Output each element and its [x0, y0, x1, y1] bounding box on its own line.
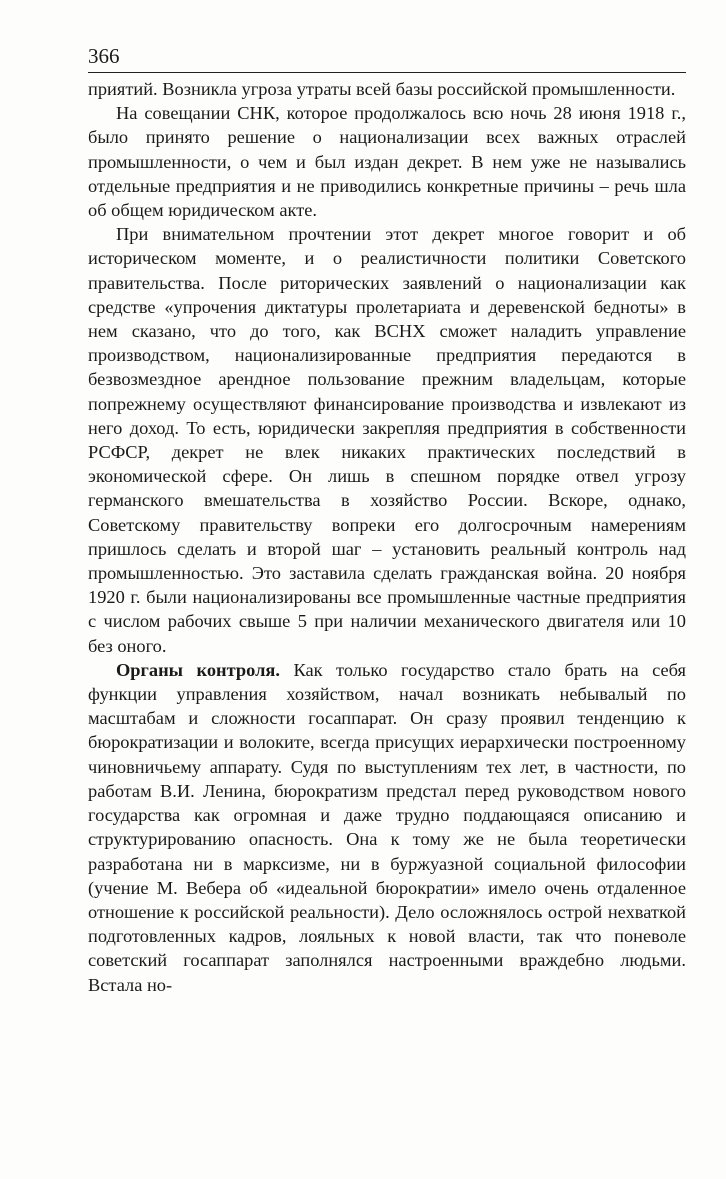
paragraph-continuation: [88, 77, 686, 101]
paragraph-text: При внимательном прочтении этот декрет многое говорит и об историческом моменте, и о реалистичности политики Советского правительства. После риторических заявлений о национализации как средстве «упрочения диктатуры пролетариата и деревенской бедноты» в нем сказано, что до того, как ВСНХ сможет наладить управление производством, национализированные предприятия передаются в безвозмездное арендное пользование прежним владельцам, которые попрежнему осуществляют финансирование производства и извлекают из него доход. То есть, юридически закрепляя предприятия в собственности РСФСР, декрет не влек никаких практических последствий в экономической сфере. Он лишь в спешном порядке отвел угрозу германского вмешательства в хозяйство России. Вскоре, однако, Советскому правительству вопреки его долгосрочным намерениям пришлось сделать и второй шаг – установить реальный контроль над промышленностью. Это заставила сделать гражданская война. 20 ноября 1920 г. были национализированы все промышленные частные предприятия с числом рабочих свыше 5 при наличии механического двигателя или 10 без оного.: [88, 224, 686, 656]
book-page: [88, 44, 686, 997]
paragraph-text: приятий. Возникла угроза утраты всей базы российской промышленности.: [88, 79, 676, 99]
paragraph-control-bodies: [88, 658, 686, 997]
paragraph-text: На совещании СНК, которое продолжалось всю ночь 28 июня 1918 г., было принято решение о национализации всех важных отраслей промышленности, о чем и был издан декрет. В нем уже не назывались отдельные предприятия и не приводились конкретные причины – речь шла об общем юридическом акте.: [88, 103, 686, 221]
page-number: 366: [88, 44, 686, 73]
body-text: [88, 77, 686, 997]
paragraph-snk-meeting: [88, 101, 686, 222]
section-run-in-heading: Органы контроля.: [116, 659, 280, 680]
paragraph-decree-analysis: [88, 222, 686, 658]
paragraph-text: Как только государство стало брать на себя функции управления хозяйством, начал возникать небывалый по масштабам и сложности госаппарат. Он сразу проявил тенденцию к бюрократизации и волоките, всегда присущих иерархически построенному чиновничьему аппарату. Судя по выступлениям тех лет, в частности, по работам В.И. Ленина, бюрократизм предстал перед руководством нового государства как огромная и даже трудно поддающаяся описанию и структурированию опасность. Она к тому же не была теоретически разработана ни в марксизме, ни в буржуазной социальной философии (учение М. Вебера об «идеальной бюрократии» имело очень отдаленное отношение к российской реальности). Дело осложнялось острой нехваткой подготовленных кадров, лояльных к новой власти, так что поневоле советский госаппарат заполнялся настроенными враждебно людьми. Встала но-: [88, 659, 686, 995]
